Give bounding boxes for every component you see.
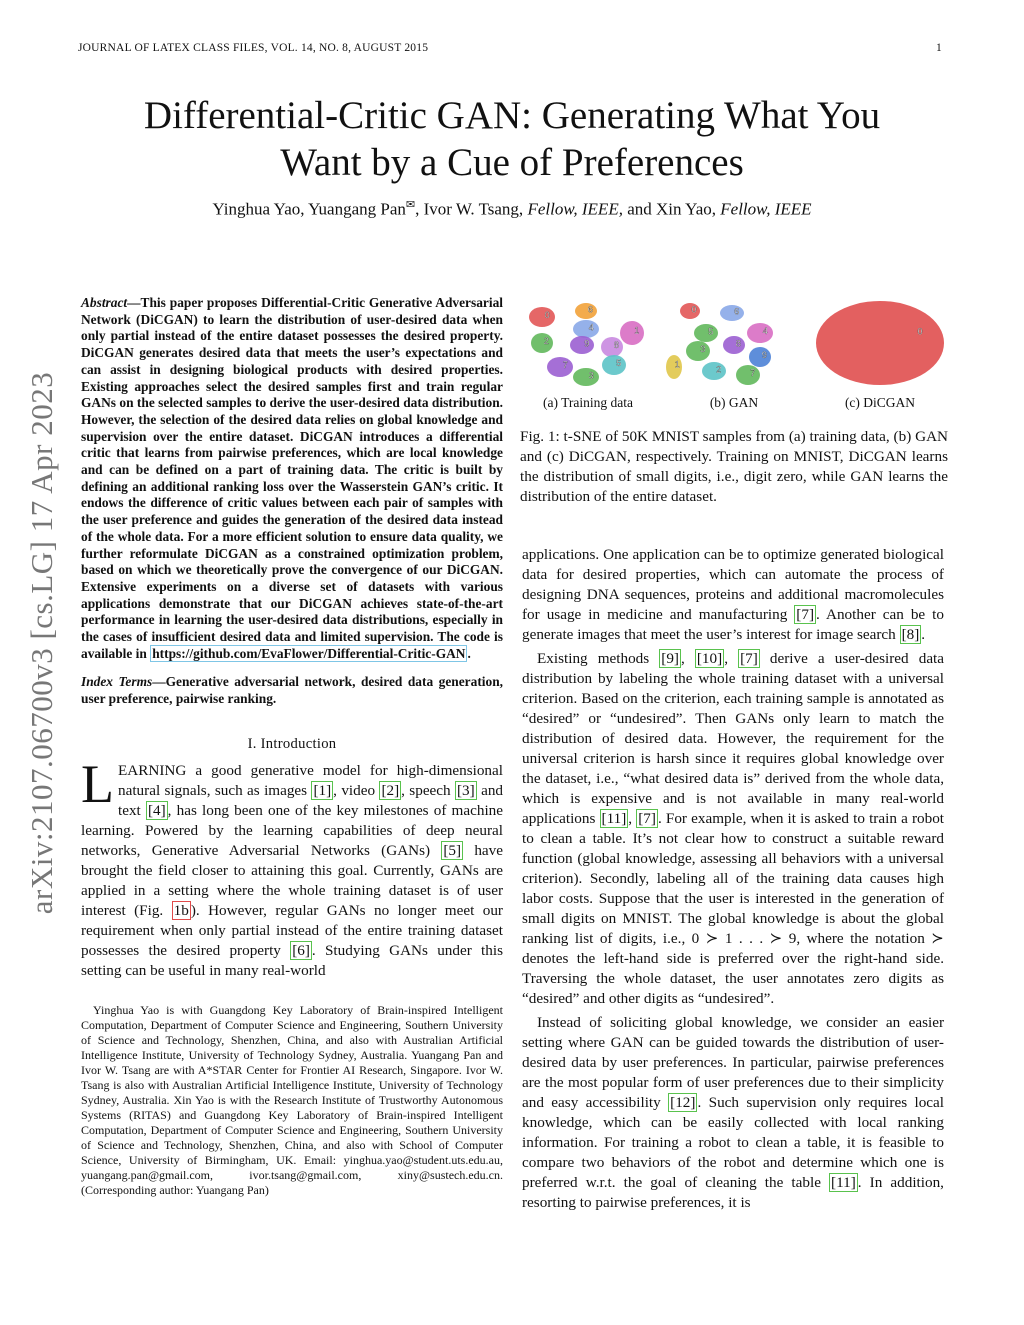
cluster-digit-label: 7 [750,368,756,378]
author-names-2: , Ivor W. Tsang, [415,199,528,219]
citation-link[interactable]: [3] [457,781,475,799]
intro-text: and text [118,781,504,819]
index-terms-text: —Generative adversarial network, desired data generation, user preference, pairwise ranking. [81,674,503,707]
cluster-digit-label: 1 [674,359,680,370]
cluster-blob [720,305,744,321]
tsne-clusters [666,303,773,385]
title-line-1: Differential-Critic GAN: Generating What You [143,94,881,137]
cluster-digit-label: 4 [588,322,594,333]
figure-caption: Fig. 1: t-SNE of 50K MNIST samples from (a) training data, (b) GAN and (c) DiCGAN, respectively. Training on MNIST, DiCGAN learns the distribution of small digits, i.e., digit zero, while GAN learns the distribution of the entire dataset. [520,428,948,505]
cluster-blob [547,357,573,377]
cluster-blob [694,324,718,342]
citation-link[interactable]: [12] [670,1094,696,1111]
cluster-digit-label: 0 [691,304,697,315]
cluster-digit-label: 0 [917,326,923,337]
fellow-title-2: Fellow, IEEE [720,199,812,219]
citation-link[interactable]: [7] [796,606,815,623]
citation-link[interactable]: [11] [601,810,627,827]
arxiv-identifier: arXiv:2107.06700v3 [cs.LG] 17 Apr 2023 [24,371,59,915]
panel-training-data [520,297,656,411]
intro-text: EARNING a good generative model for high-dimensional natural signals, such as images [118,761,503,799]
panel-label: (c) DiCGAN [844,395,916,410]
cluster-digit-label: 7 [562,360,568,370]
cluster-blob [575,303,597,319]
index-terms [81,674,503,707]
section-heading-introduction: I. Introduction [247,735,337,752]
cluster-blob [749,347,771,367]
cluster-digit-label: 9 [584,338,590,349]
abstract-lead: Abstract [81,295,128,310]
cluster-blob [573,368,599,386]
citation-link[interactable]: [8] [901,626,920,643]
tsne-clusters [529,303,644,386]
fellow-title-1: Fellow, IEEE, [527,199,623,219]
cluster-blob [723,336,745,354]
cluster-blob [531,333,553,353]
intro-text: ). However, regular GANs no longer meet our requirement when only partial instead of the entire training dataset possesses the desired property [81,901,503,959]
cluster-digit-label: 3 [588,370,594,381]
figure-reference-link[interactable]: 1b [173,901,189,919]
cluster-digit-label: 8 [735,338,741,349]
cluster-blob [736,365,760,385]
panel-gan [666,297,802,411]
cluster-digit-label: 0 [544,310,550,320]
tsne-clusters [816,301,944,385]
citation-link[interactable]: [5] [443,841,462,859]
citation-link[interactable]: [2] [381,781,400,799]
intro-paragraph [81,753,504,981]
citation-link[interactable]: [7] [638,810,656,827]
body-text: . Another can be to generate images that meet the user’s interest for image search [522,606,944,643]
cluster-blob [601,337,623,357]
abstract-text: —This paper proposes Differential-Critic Generative Adversarial Network (DiCGAN) to learn the distribution of user-desired data when only partial instead of the entire dataset possesses the desired property. DiCGAN generates desired data that meets the user’s expectations and can assist in designing biological products with desired properties. Existing approaches select the desired samples first and train regular GANs on the selected samples to derive the user-desired data distribution. However, the selection of the desired data relies on global knowledge and supervision over the entire dataset. DiCGAN introduces a differential critic that learns from pairwise preferences, which are local knowledge and can be defined on a part of training data. The critic is built by defining an additional ranking loss over the Wasserstein GAN’s critic. It endows the difference of critic values between each pair of samples with the user preference and guides the generation of the desired data instead of the whole data. For a more efficient solution to ensure data quality, we further reformulate DiCGAN as a constrained optimization problem, based on which we theoretically prove the convergence of our DiCGAN. Extensive experiments on a diverse set of datasets with various applications demonstrate that our DiCGAN achieves state-of-the-art performance in learning the user-desired data distributions, especially in the cases of insufficient desired data and limited supervision. The code is available in [81,295,503,661]
cluster-blob [620,321,644,345]
right-paragraph-2 [522,649,944,1009]
cluster-blob [602,355,626,375]
cluster-digit-label: 6 [587,304,593,315]
intro-text: . Studying GANs under this setting can be useful in many real-world [81,941,503,979]
arxiv-sidebar [12,343,72,943]
body-text: . In addition, resorting to pairwise preferences, it is [522,1174,944,1211]
citation-link[interactable]: [4] [147,801,166,819]
cluster-blob [747,323,773,343]
code-link[interactable]: https://github.com/EvaFlower/Differential-Critic-GAN [152,645,466,661]
cluster-digit-label: 9 [761,350,767,360]
citation-link[interactable]: [1] [313,781,332,799]
intro-text: , speech [401,781,455,799]
intro-text: , video [333,781,380,799]
cluster-blob [702,362,726,380]
cluster-digit-label: 1 [634,325,640,336]
citation-link[interactable]: [6] [292,941,310,959]
tsne-plot-dicgan [812,297,948,389]
cluster-digit-label: 8 [613,340,619,350]
panel-dicgan [812,297,948,411]
citation-link[interactable]: [9] [661,650,679,667]
intro-text: have brought the field closer to attaining this goal. Currently, GANs are applied in a setting where the whole training dataset is of user interest (Fig. [81,841,504,919]
body-text: , [628,810,637,827]
body-text: , [680,650,695,667]
cluster-digit-label: 3 [700,344,706,354]
cluster-digit-label: 5 [616,358,622,368]
corresponding-mail-icon: ✉ [405,199,416,211]
left-column [81,295,503,1198]
author-names-3: and Xin Yao, [622,199,721,219]
right-column [522,545,944,1213]
cluster-digit-label: 5 [708,326,714,337]
body-text: , [724,650,739,667]
footnote-text: Yinghua Yao is with Guangdong Key Laboratory of Brain-inspired Intelligent Computation, Department of Computer Science and Engineering, Southern University of Science and Technology, Shenzhen, China, and also with Australian Artificial Intelligence Institute, University of Technology Sydney, Australia. Yuangang Pan and Ivor W. Tsang are with A*STAR Center for Frontier AI Research, Singapore. Ivor W. Tsang is also with Australian Artificial Intelligence Institute, University of Technology Sydney, Australia. Xin Yao is with the Research Institute of Trustworthy Autonomous Systems (RITAS) and Guangdong Key Laboratory of Brain-inspired Intelligent Computation, Department of Computer Science and Engineering, Southern University of Science and Technology, Shenzhen, China, and also with School of Computer Science, University of Birmingham, UK. Email: yinghua.yao@student.uts.edu.au, yuangang.pan@gmail.com, ivor.tsang@gmail.com, xiny@sustech.edu.cn. (Corresponding author: Yuangang Pan) [81,1002,503,1197]
body-text: Existing methods [537,650,660,667]
tsne-plot-gan [666,297,802,389]
title-line-2: Want by a Cue of Preferences [280,141,744,184]
cluster-digit-label: 2 [716,364,722,375]
running-head: JOURNAL OF LATEX CLASS FILES, VOL. 14, NO. 8, AUGUST 2015 [78,42,429,54]
panel-label: (a) Training data [543,395,633,410]
body-text: . For example, when it is asked to train a robot to clean a table. It’s not clear how to construct a suitable reward function (global knowledge, assessing all behaviors with a universal criterion). Secondly, labeling all of the training data causes high labor costs. Suppose that the user is interested in the generation of small digits on MNIST. The global knowledge is about the global ranking list of digits, i.e., 0 ≻ 1 . . . ≻ 9, where the notation ≻ denotes the left-hand side is preferred over the right-hand side. Traversing the whole dataset, the user annotates zero digits as “desired” and other digits as “undesired”. [522,810,945,1007]
body-text: . [921,626,926,643]
body-text: derive a user-desired data distribution by labeling the whole training dataset with a universal criterion. Based on the criterion, each training sample is annotated as “desired” or “undesired”. Then GANs only learn to match the distribution of desired data. However, the requirement for the universal criterion is harsh since it requires global knowledge over the dataset, i.e., “what desired data is” derived from the whole data, which is expensive and is not available in many real-world applications [522,650,945,827]
intro-text: , has long been one of the key milestones of machine learning. Powered by the learning capabilities of deep neural networks, Generative Adversarial Networks (GANs) [81,801,503,859]
paper-title [0,92,1024,186]
cluster-blob [816,301,944,385]
figure-panels [520,297,948,411]
index-terms-lead: Index Terms [81,674,153,690]
cluster-blob [680,303,700,319]
tsne-plot-training [520,297,656,389]
cluster-blob [686,341,710,361]
body-text: . Such supervision only requires local knowledge, which can be easily collected with local ranking information. For training a robot to clean a table, it is feasible to compare two behaviors of the robot and determine which one is preferred w.r.t. the goal of cleaning the table [522,1094,944,1191]
cluster-digit-label: 4 [762,326,768,336]
right-paragraph-1 [522,545,944,645]
author-names-1: Yinghua Yao, Yuangang Pan [212,199,406,219]
cluster-digit-label: 6 [734,306,740,317]
panel-label: (b) GAN [709,395,759,410]
cluster-blob [570,336,594,354]
abstract [81,295,503,662]
citation-link[interactable]: [11] [831,1174,856,1191]
citation-link[interactable]: [10] [696,650,723,667]
body-text: applications. One application can be to optimize generated biological data for desired properties, which can automate the process of designing DNA sequences, proteins and additional macromolecules for usage in medicine and manufacturing [522,546,944,623]
body-text: Instead of soliciting global knowledge, we consider an easier setting where GAN can be guided towards the distribution of user-desired data by user preferences. In particular, pairwise preferences are the most popular form of user preferences due to their simplicity and easy accessibility [522,1014,944,1111]
cluster-blob [573,320,599,338]
drop-cap: L [81,753,114,814]
author-list [0,198,1024,220]
page-number: 1 [936,42,942,54]
cluster-blob [529,307,555,327]
affiliation-footnote [81,1003,503,1198]
figure-1 [520,297,948,507]
abstract-end: . [467,645,471,661]
citation-link[interactable]: [7] [740,650,758,667]
right-paragraph-3 [522,1013,944,1213]
cluster-digit-label: 2 [543,336,549,346]
